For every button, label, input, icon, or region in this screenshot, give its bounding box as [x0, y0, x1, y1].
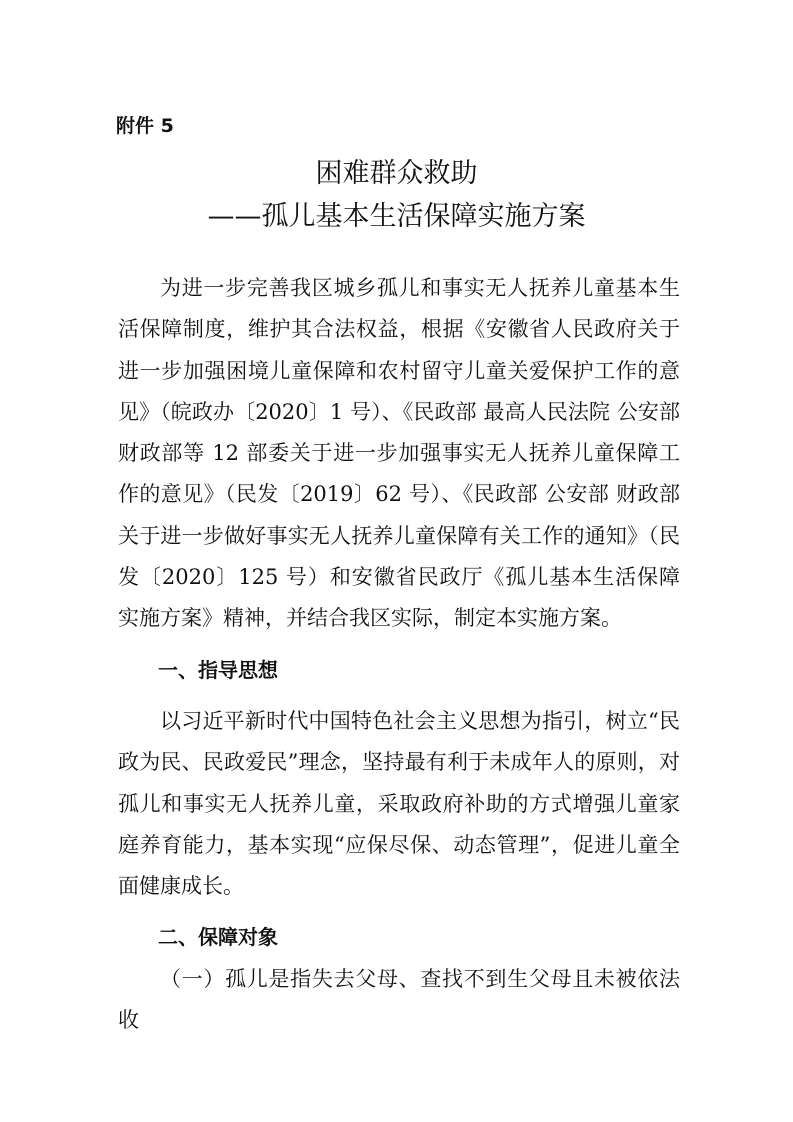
document-body [118, 268, 680, 1041]
attachment-label: 附件 5 [116, 115, 174, 137]
section-heading-guiding-ideology: 一、指导思想 [158, 657, 278, 682]
section-heading-target-recipients: 二、保障对象 [158, 925, 278, 950]
target-recipients-paragraph: （一）孤儿是指失去父母、查找不到生父母且未被依法收 [118, 966, 680, 1033]
document-title: 困难群众救助 [315, 158, 478, 189]
guiding-ideology-paragraph: 以习近平新时代中国特色社会主义思想为指引，树立“民政为民、民政爱民”理念，坚持最有利于未成年人的原则，对孤儿和事实无人抚养儿童，采取政府补助的方式增强儿童家庭养育能力，基本实现“应保尽保、动态管理”，促进儿童全面健康成长。 [118, 708, 680, 899]
intro-paragraph: 为进一步完善我区城乡孤儿和事实无人抚养儿童基本生活保障制度，维护其合法权益，根据《安徽省人民政府关于进一步加强困境儿童保障和农村留守儿童关爱保护工作的意见》（皖政办〔2020〕1 号）、《民政部 最高人民法院 公安部 财政部等 12 部委关于进一步加强事实无人抚养儿童保障工作的意见》（民发〔2019〕62 号）、《民政部 公安部 财政部关于进一步做好事实无人抚养儿童保障有关工作的通知》（民发〔2020〕125 号）和安徽省民政厅《孤儿基本生活保障实施方案》精神，并结合我区实际，制定本实施方案。 [118, 276, 680, 631]
document-subtitle: ——孤儿基本生活保障实施方案 [207, 201, 586, 232]
